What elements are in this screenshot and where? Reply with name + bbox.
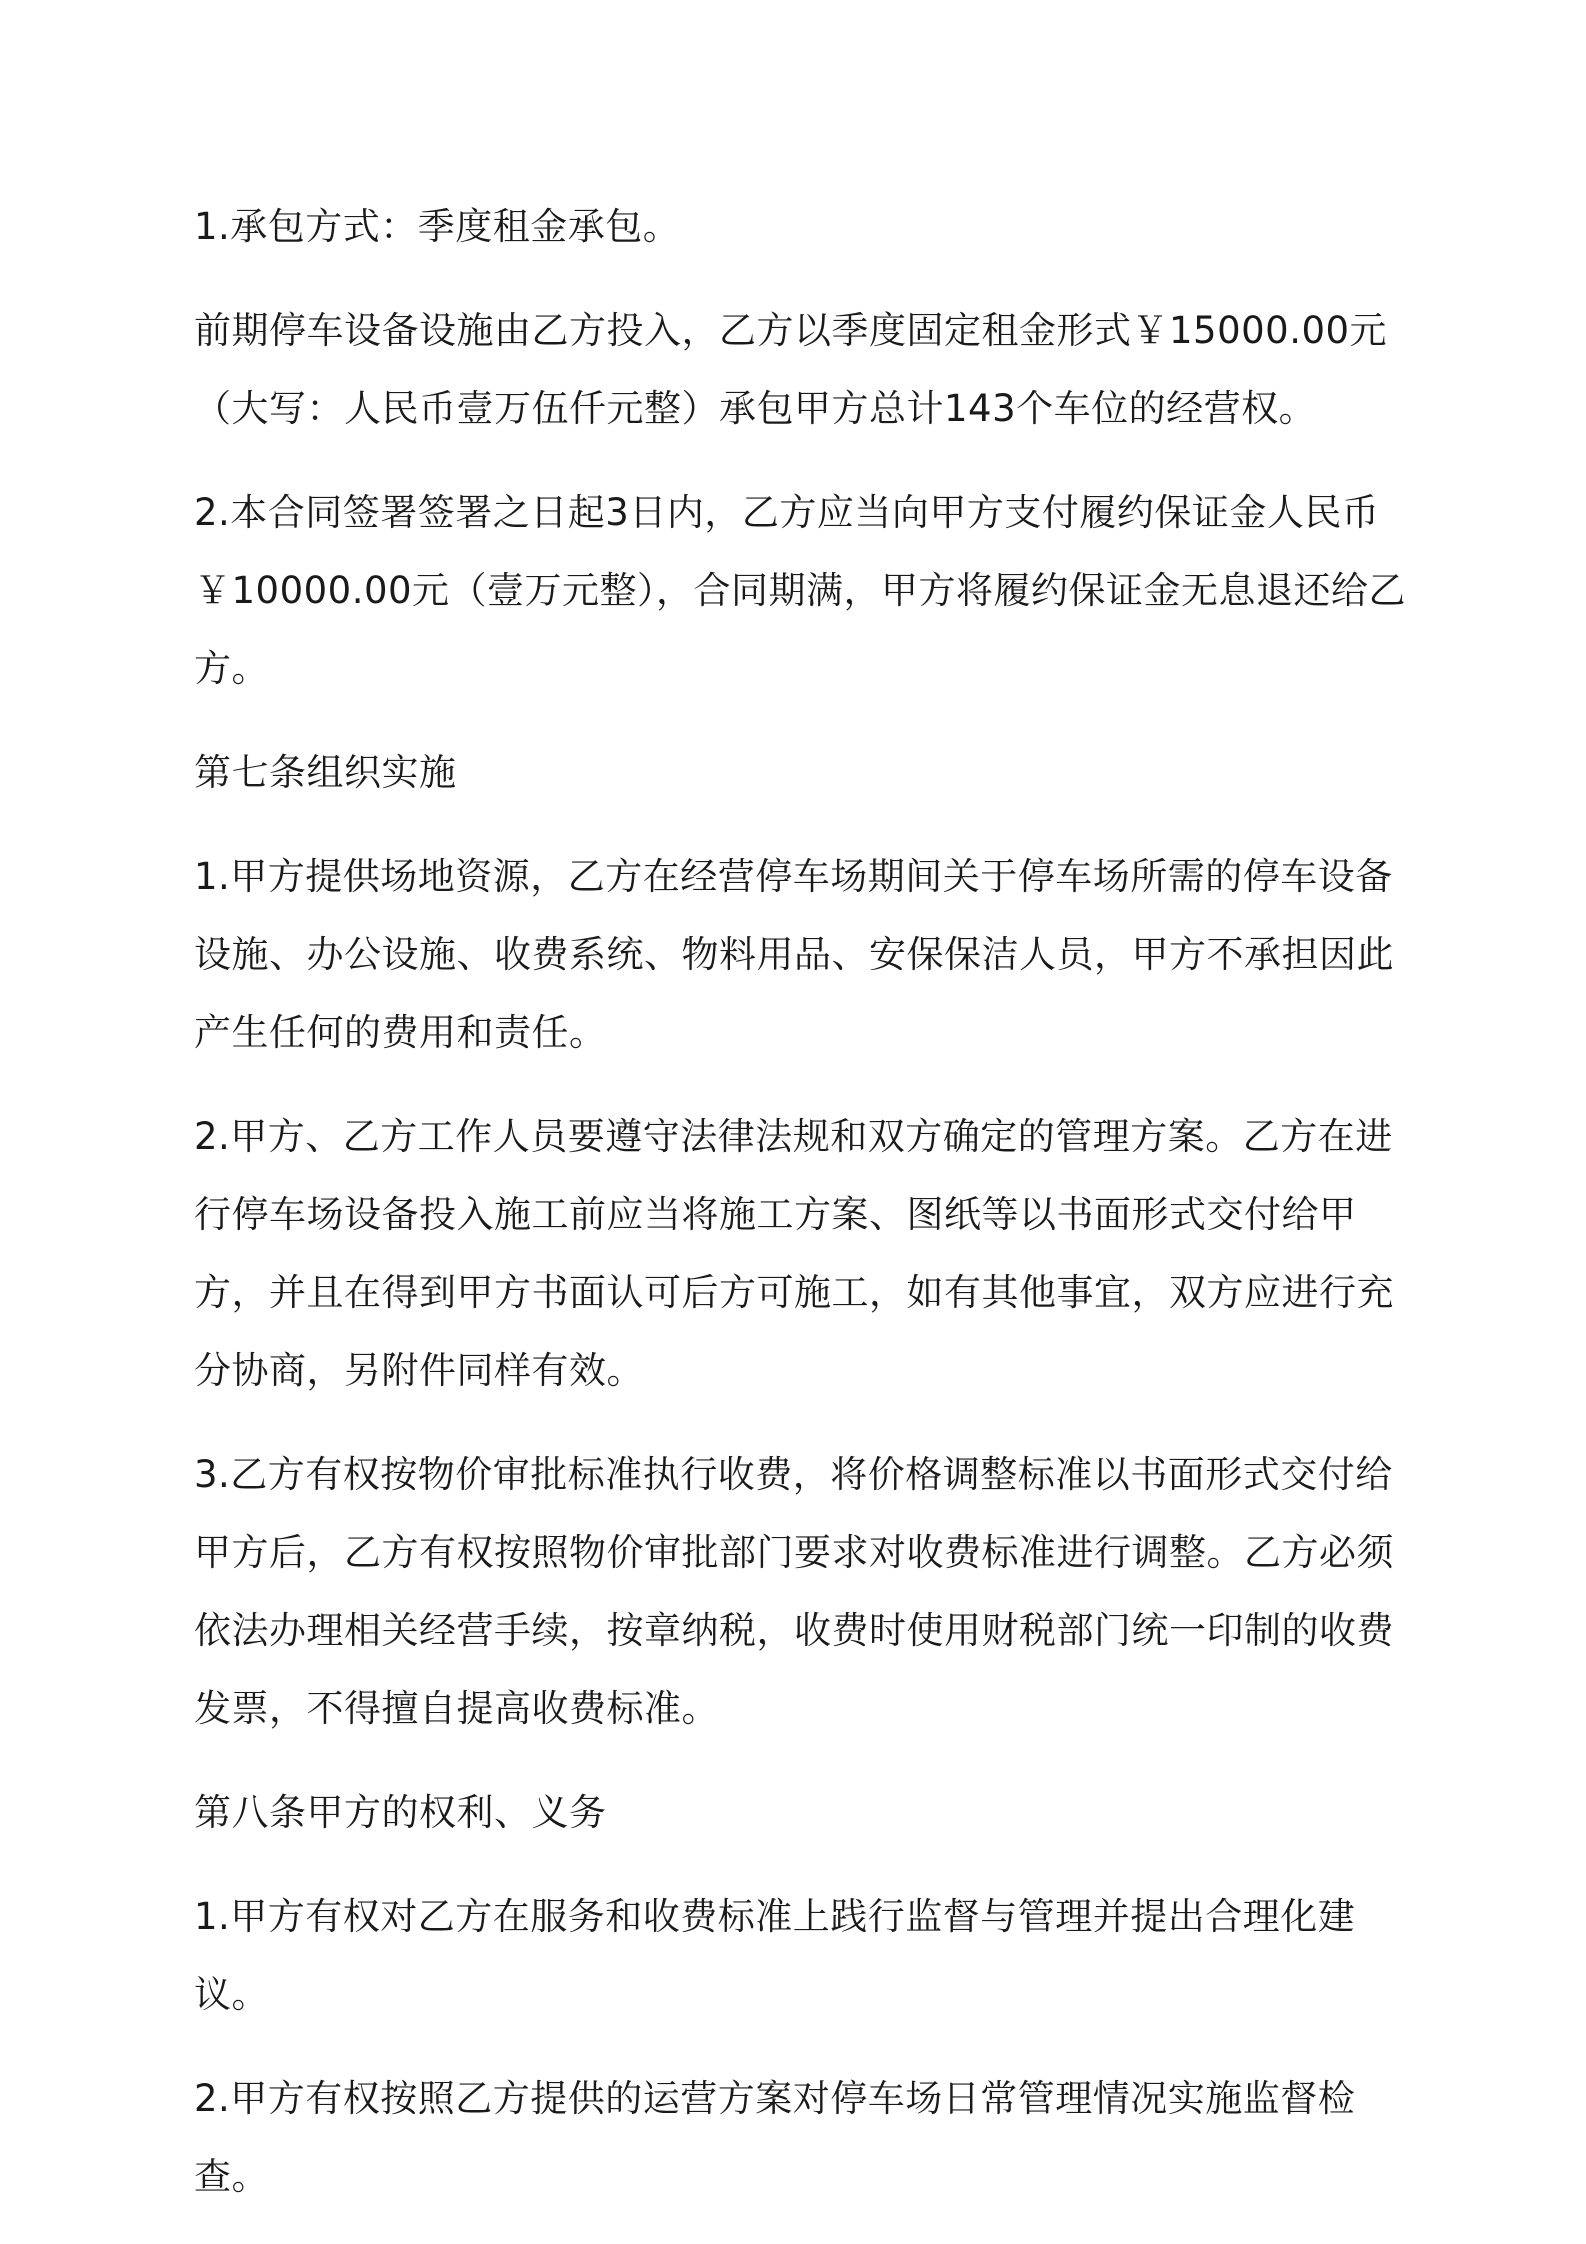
clause-inspection-right: 2.甲方有权按照乙方提供的运营方案对停车场日常管理情况实施监督检查。 <box>194 2077 1356 2198</box>
clause-contract-method: 1.承包方式：季度租金承包。 <box>194 205 681 248</box>
document-body <box>194 188 1414 2216</box>
clause-performance-deposit: 2.本合同签署签署之日起3日内，乙方应当向甲方支付履约保证金人民币￥10000.00元（壹万元整），合同期满，甲方将履约保证金无息退还给乙方。 <box>194 491 1407 690</box>
clause-fee-standards: 3.乙方有权按物价审批标准执行收费，将价格调整标准以书面形式交付给甲方后，乙方有权按照物价审批部门要求对收费标准进行调整。乙方必须依法办理相关经营手续，按章纳税，收费时使用财税部门统一印制的收费发票，不得擅自提高收费标准。 <box>194 1453 1394 1730</box>
section-heading-article-8: 第八条甲方的权利、义务 <box>194 1791 607 1834</box>
section-heading-article-7: 第七条组织实施 <box>194 751 457 794</box>
clause-supervision-right: 1.甲方有权对乙方在服务和收费标准上践行监督与管理并提出合理化建议。 <box>194 1895 1356 2016</box>
clause-rent-description: 前期停车设备设施由乙方投入，乙方以季度固定租金形式￥15000.00元（大写：人民币壹万伍仟元整）承包甲方总计143个车位的经营权。 <box>194 309 1388 430</box>
clause-staff-compliance: 2.甲方、乙方工作人员要遵守法律法规和双方确定的管理方案。乙方在进行停车场设备投入施工前应当将施工方案、图纸等以书面形式交付给甲方，并且在得到甲方书面认可后方可施工，如有其他事宜，双方应进行充分协商，另附件同样有效。 <box>194 1115 1394 1392</box>
clause-site-resources: 1.甲方提供场地资源，乙方在经营停车场期间关于停车场所需的停车设备设施、办公设施、收费系统、物料用品、安保保洁人员，甲方不承担因此产生任何的费用和责任。 <box>194 855 1394 1054</box>
